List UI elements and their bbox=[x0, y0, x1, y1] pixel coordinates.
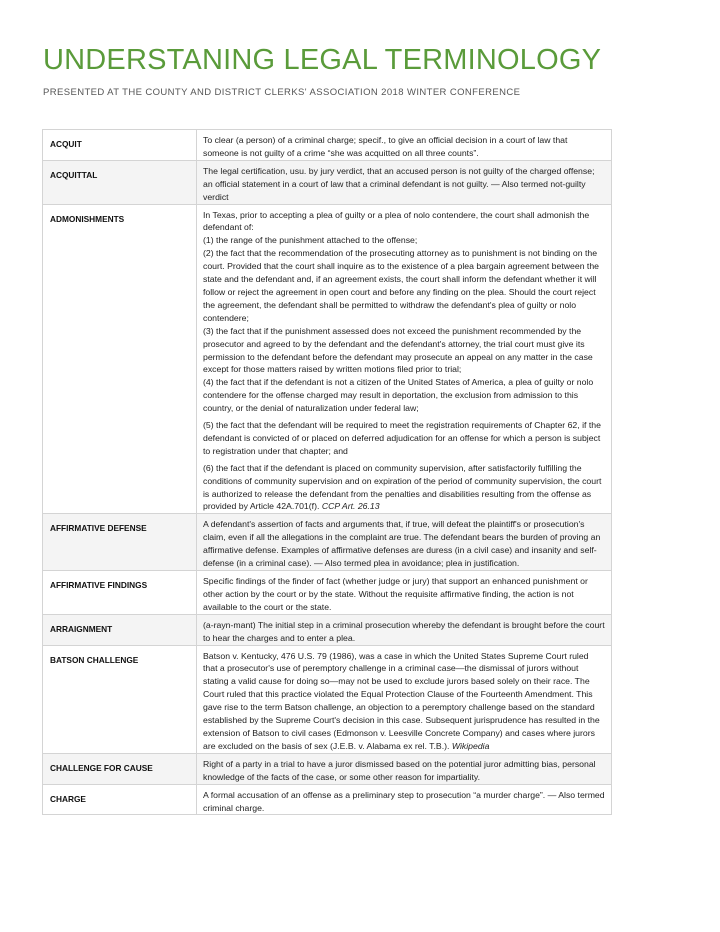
term-definition bbox=[197, 645, 612, 753]
term-name: ACQUIT bbox=[43, 130, 197, 161]
term-name: AFFIRMATIVE FINDINGS bbox=[43, 571, 197, 615]
term-name: ARRAIGNMENT bbox=[43, 614, 197, 645]
term-definition bbox=[197, 784, 612, 815]
term-row bbox=[43, 645, 612, 753]
term-definition bbox=[197, 614, 612, 645]
definition-text: (4) the fact that if the defendant is not a citizen of the United States of America, a plea of guilty or nolo contendere for the offense charged may result in deportation, the exclusion from admission to this country, or the denial of naturalization under federal law; bbox=[203, 377, 594, 414]
definition-source: Wikipedia bbox=[451, 740, 490, 751]
definition-paragraph bbox=[203, 789, 605, 815]
terminology-table bbox=[42, 129, 612, 815]
definition-paragraph bbox=[203, 462, 605, 514]
definition-paragraph bbox=[203, 518, 605, 570]
definition-text: (3) the fact that if the punishment assessed does not exceed the punishment recommended by the prosecutor and agreed to by the defendant and the defendant's attorney, the trial court must give its permission to the defendant before the defendant may prosecute an appeal on any matter in the case except for those matters raised by written motions filed prior to trial; bbox=[203, 325, 593, 375]
definition-text: To clear (a person) of a criminal charge; specif., to give an official decision in a court of law that someone is not guilty of a crime “she was acquitted on all three counts”. bbox=[203, 135, 568, 158]
definition-text: A formal accusation of an offense as a preliminary step to prosecution “a murder charge”. — Also termed criminal charge. bbox=[203, 789, 605, 813]
term-row bbox=[43, 204, 612, 514]
definition-paragraph bbox=[203, 234, 605, 247]
term-name: CHALLENGE FOR CAUSE bbox=[43, 753, 197, 784]
term-name: CHARGE bbox=[43, 784, 197, 815]
definition-text: A defendant's assertion of facts and arguments that, if true, will defeat the plaintiff's or prosecution's claim, even if all the allegations in the complaint are true. The defendant bears the burden of proving an affirmative defense. Examples of affirmative defenses are duress (in a civil case) and insanity and self-defense (in a criminal case). — Also termed plea in avoidance; plea in justification. bbox=[203, 519, 601, 569]
definition-paragraph bbox=[203, 325, 605, 377]
definition-paragraph bbox=[203, 575, 605, 614]
definition-paragraph bbox=[203, 247, 605, 324]
definition-paragraph bbox=[203, 209, 605, 235]
term-definition bbox=[197, 753, 612, 784]
term-name: ADMONISHMENTS bbox=[43, 204, 197, 514]
term-row bbox=[43, 784, 612, 815]
term-row bbox=[43, 614, 612, 645]
page-title: UNDERSTANING LEGAL TERMINOLOGY bbox=[43, 44, 602, 76]
definition-text: (1) the range of the punishment attached to the offense; bbox=[203, 235, 418, 246]
definition-text: The legal certification, usu. by jury verdict, that an accused person is not guilty of the charged offense; an official statement in a court of law that a criminal defendant is not guilty. — Also termed not-guilty verdict bbox=[203, 165, 595, 202]
definition-paragraph bbox=[203, 650, 605, 753]
definition-paragraph bbox=[203, 165, 605, 204]
definition-text: In Texas, prior to accepting a plea of guilty or a plea of nolo contendere, the court shall admonish the defendant of: bbox=[203, 209, 590, 233]
term-definition bbox=[197, 160, 612, 204]
term-row bbox=[43, 160, 612, 204]
definition-text: (6) the fact that if the defendant is placed on community supervision, after satisfactorily fulfilling the conditions of community supervision and on expiration of the period of community supervision, the court is authorized to release the defendant from the penalties and disabilities resulting from the offense as provided by Article 42A.701(f). bbox=[203, 462, 602, 512]
term-name: BATSON CHALLENGE bbox=[43, 645, 197, 753]
definition-source: CCP Art. 26.13 bbox=[321, 501, 380, 512]
definition-paragraph bbox=[203, 619, 605, 645]
term-definition bbox=[197, 571, 612, 615]
definition-text: (2) the fact that the recommendation of the prosecuting attorney as to punishment is not binding on the court. Provided that the court shall inquire as to the existence of a plea bargain agreement between the state and the defendant and, if an agreement exists, the court shall inform the defendant whether it will follow or reject the agreement in open court and before any finding on the plea. Should the court reject the agreement, the defendant shall be permitted to withdraw the defendant's plea of guilty or nolo contendere; bbox=[203, 248, 600, 323]
term-row bbox=[43, 514, 612, 571]
definition-paragraph bbox=[203, 134, 605, 160]
definition-text: Right of a party in a trial to have a juror dismissed based on the potential juror admitting bias, personal knowledge of the facts of the case, or some other reason for impartiality. bbox=[203, 758, 596, 782]
definition-paragraph bbox=[203, 758, 605, 784]
term-name: ACQUITTAL bbox=[43, 160, 197, 204]
definition-text: (a-rayn-mant) The initial step in a criminal prosecution whereby the defendant is brought before the court to hear the charges and to enter a plea. bbox=[203, 619, 605, 643]
term-name: AFFIRMATIVE DEFENSE bbox=[43, 514, 197, 571]
definition-text: Specific findings of the finder of fact (whether judge or jury) that support an enhanced punishment or other action by the court or by the state. Without the requisite affirmative finding, the action is not available to the court or the state. bbox=[203, 576, 588, 612]
page-subtitle: PRESENTED AT THE COUNTY AND DISTRICT CLERKS' ASSOCIATION 2018 WINTER CONFERENCE bbox=[43, 87, 521, 98]
term-definition bbox=[197, 130, 612, 161]
term-row bbox=[43, 571, 612, 615]
term-definition bbox=[197, 514, 612, 571]
term-row bbox=[43, 753, 612, 784]
definition-text: (5) the fact that the defendant will be required to meet the registration requirements of Chapter 62, if the defendant is convicted of or placed on deferred adjudication for an offense for which a person is subject to registration under that chapter; and bbox=[203, 420, 601, 456]
definition-paragraph bbox=[203, 419, 605, 458]
definition-text: Batson v. Kentucky, 476 U.S. 79 (1986), was a case in which the United States Supreme Court ruled that a prosecutor's use of peremptory challenge in a criminal case—the dismissal of jurors without stating a valid cause for doing so—may not be used to exclude jurors based solely on their race. The Court ruled that this practice violated the Equal Protection Clause of the Fourteenth Amendment. This gave rise to the term Batson challenge, an objection to a peremptory challenge based on the standard established by the Supreme Court's decision in this case. Subsequent jurisprudence has resulted in the extension of Batson to civil cases (Edmonson v. Leesville Concrete Company) and cases where jurors are excluded on the basis of sex (J.E.B. v. Alabama ex rel. T.B.). bbox=[203, 650, 600, 751]
term-definition bbox=[197, 204, 612, 514]
term-row bbox=[43, 130, 612, 161]
definition-paragraph bbox=[203, 376, 605, 415]
